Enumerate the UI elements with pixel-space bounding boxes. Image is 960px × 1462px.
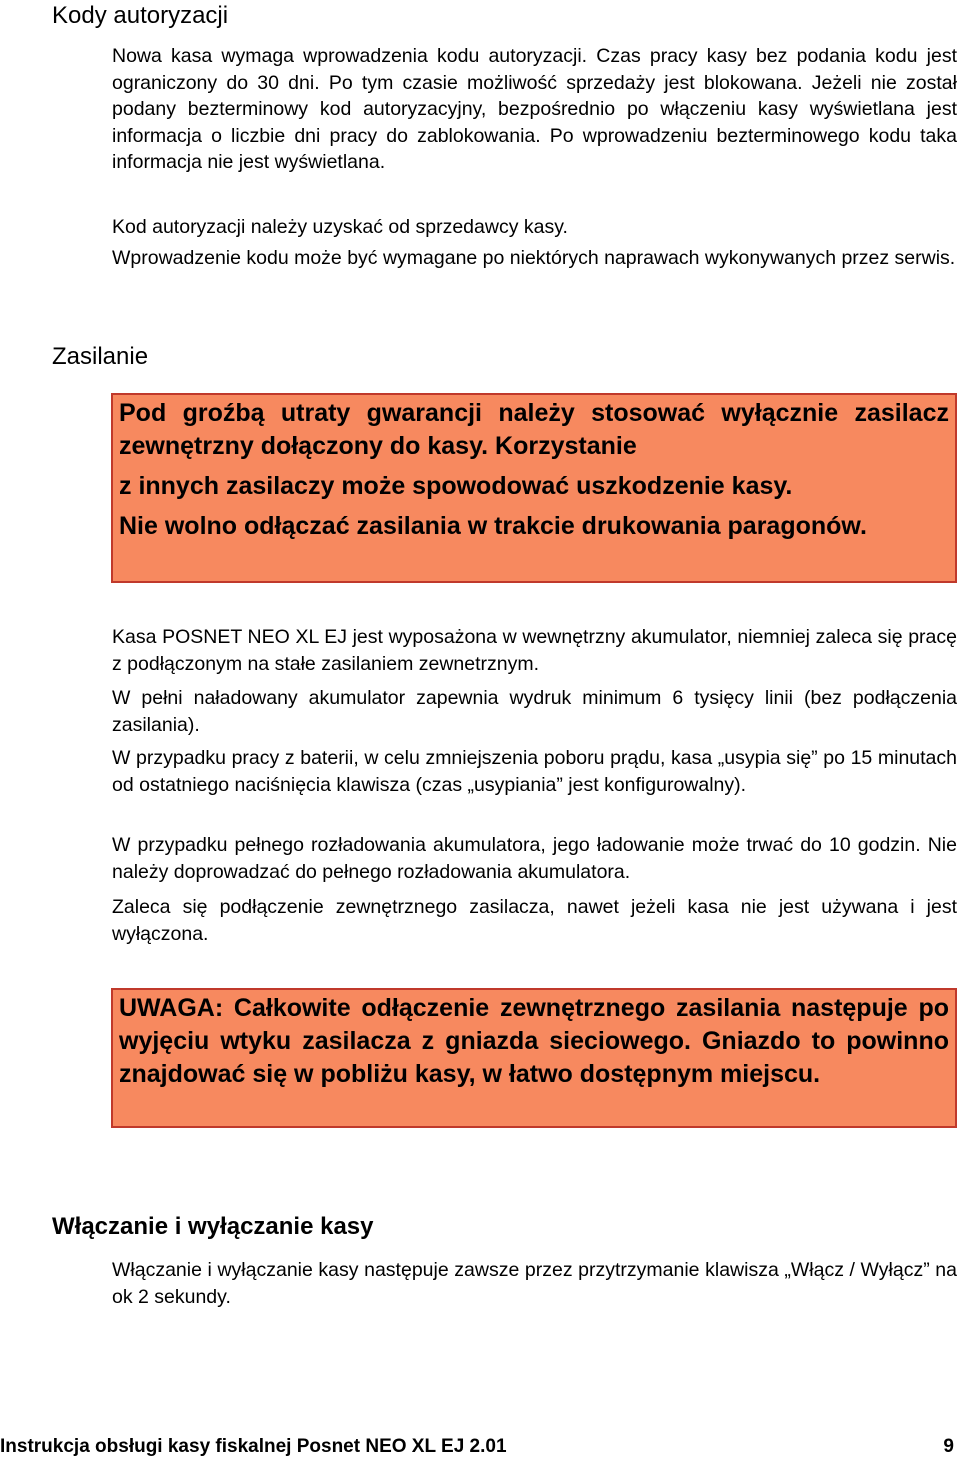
warning-text-2: z innych zasilaczy może spowodować uszkodzenie kasy.: [119, 472, 793, 500]
heading-zasilanie: Zasilanie: [52, 343, 149, 370]
paragraph-zasilanie-3: W przypadku pracy z baterii, w celu zmniejszenia poboru prądu, kasa „usypia się” po 15 minutach od ostatniego naciśnięcia klawisza (czas „usypiania” jest konfigurowalny).: [112, 747, 957, 796]
paragraph-wlaczanie-1: Włączanie i wyłączanie kasy następuje zawsze przez przytrzymanie klawisza „Włącz / Wyłącz” na ok 2 sekundy.: [112, 1259, 957, 1308]
page-number: 9: [943, 1436, 954, 1457]
paragraph-zasilanie-1: Kasa POSNET NEO XL EJ jest wyposażona w wewnętrzny akumulator, niemniej zaleca się pracę z podłączonym na stałe zasilaniem zewnetrznym.: [112, 626, 957, 675]
footer-title: Instrukcja obsługi kasy fiskalnej Posnet NEO XL EJ 2.01: [0, 1436, 507, 1457]
warning-box-gwarancja: [111, 393, 957, 583]
heading-kody-autoryzacji: Kody autoryzacji: [52, 2, 229, 29]
warning-text-1: Pod groźbą utraty gwarancji należy stosować wyłącznie zasilacz zewnętrzny dołączony do kasy. Korzystanie: [119, 399, 949, 460]
warning-box-uwaga: [111, 988, 957, 1128]
heading-wlaczanie: Włączanie i wyłączanie kasy: [52, 1213, 374, 1240]
paragraph-zasilanie-2: W pełni naładowany akumulator zapewnia wydruk minimum 6 tysięcy linii (bez podłączenia zasilania).: [112, 687, 957, 736]
paragraph-kody-1: Nowa kasa wymaga wprowadzenia kodu autoryzacji. Czas pracy kasy bez podania kodu jest ograniczony do 30 dni. Po tym czasie możliwość sprzedaży jest blokowana. Jeżeli nie został podany bezterminowy kod autoryzacyjny, bezpośrednio po włączeniu kasy wyświetlana jest informacja o liczbie dni pracy do zablokowania. Po wprowadzeniu bezterminowego kodu taka informacja nie jest wyświetlana.: [112, 45, 957, 173]
warning-text-3: Nie wolno odłączać zasilania w trakcie drukowania paragonów.: [119, 512, 867, 540]
uwaga-text: UWAGA: Całkowite odłączenie zewnętrznego zasilania następuje po wyjęciu wtyku zasilacza z gniazda sieciowego. Gniazdo to powinno znajdować się w pobliżu kasy, w łatwo dostępnym miejscu.: [119, 994, 949, 1088]
paragraph-kody-2: Kod autoryzacji należy uzyskać od sprzedawcy kasy.: [112, 216, 568, 238]
paragraph-zasilanie-4: W przypadku pełnego rozładowania akumulatora, jego ładowanie może trwać do 10 godzin. Nie należy doprowadzać do pełnego rozładowania akumulatora.: [112, 834, 957, 883]
paragraph-zasilanie-5: Zaleca się podłączenie zewnętrznego zasilacza, nawet jeżeli kasa nie jest używana i jest wyłączona.: [112, 896, 957, 945]
paragraph-kody-3: Wprowadzenie kodu może być wymagane po niektórych naprawach wykonywanych przez serwis.: [112, 247, 956, 269]
